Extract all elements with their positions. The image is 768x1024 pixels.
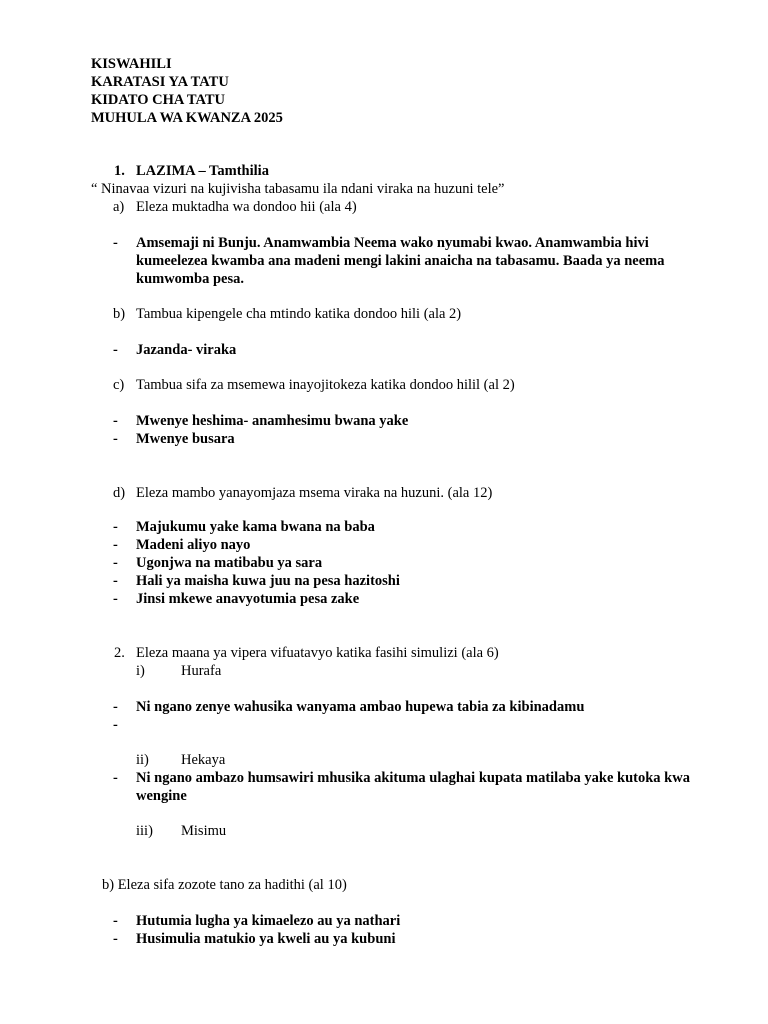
q2iii-term: Misimu (181, 823, 227, 839)
bullet: - (113, 770, 118, 786)
header-form: KIDATO CHA TATU (91, 92, 226, 108)
q2ii-term: Hekaya (181, 752, 226, 768)
bullet: - (113, 519, 118, 535)
bullet: - (113, 717, 118, 733)
q1d-answer: Hali ya maisha kuwa juu na pesa hazitoshi (136, 573, 400, 589)
bullet: - (113, 413, 118, 429)
q1d-label: d) (113, 485, 126, 501)
q2iii-label: iii) (136, 823, 153, 839)
q1-number: 1. (114, 163, 125, 179)
bullet: - (113, 913, 118, 929)
bullet: - (113, 699, 118, 715)
q2i-answer: Ni ngano zenye wahusika wanyama ambao hupewa tabia za kibinadamu (136, 699, 585, 715)
header-subject: KISWAHILI (91, 56, 172, 72)
bullet: - (113, 342, 118, 358)
q1c-text: Tambua sifa za msemewa inayojitokeza katika dondoo hilil (al 2) (136, 377, 515, 393)
q1a-label: a) (113, 199, 125, 215)
q1c-label: c) (113, 377, 125, 393)
q2b-text: b) Eleza sifa zozote tano za hadithi (al 10) (102, 877, 347, 893)
q1a-answer-line: Amsemaji ni Bunju. Anamwambia Neema wako nyumabi kwao. Anamwambia hivi (136, 235, 649, 251)
bullet: - (113, 555, 118, 571)
q1a-answer-line: kumwomba pesa. (136, 271, 244, 287)
q2-text: Eleza maana ya vipera vifuatavyo katika fasihi simulizi (ala 6) (136, 645, 499, 661)
bullet: - (113, 591, 118, 607)
q2ii-answer-line: Ni ngano ambazo humsawiri mhusika akituma ulaghai kupata matilaba yake kutoka kwa (136, 770, 690, 786)
q2-number: 2. (114, 645, 125, 661)
q1d-answer: Madeni aliyo nayo (136, 537, 251, 553)
bullet: - (113, 931, 118, 947)
q1d-answer: Majukumu yake kama bwana na baba (136, 519, 375, 535)
q2ii-label: ii) (136, 752, 149, 768)
bullet: - (113, 537, 118, 553)
q1c-answer: Mwenye busara (136, 431, 235, 447)
q1d-answer: Jinsi mkewe anavyotumia pesa zake (136, 591, 360, 607)
q2i-label: i) (136, 663, 145, 679)
header-term: MUHULA WA KWANZA 2025 (91, 110, 283, 126)
q1b-answer: Jazanda- viraka (136, 342, 237, 358)
q1-title: LAZIMA – Tamthilia (136, 163, 269, 179)
bullet: - (113, 235, 118, 251)
bullet: - (113, 431, 118, 447)
q1a-answer-line: kumeelezea kwamba ana madeni mengi lakini anaicha na tabasamu. Baada ya neema (136, 253, 665, 269)
q1d-answer: Ugonjwa na matibabu ya sara (136, 555, 323, 571)
q2ii-answer-line: wengine (136, 788, 187, 804)
q2b-answer: Husimulia matukio ya kweli au ya kubuni (136, 931, 396, 947)
q1d-text: Eleza mambo yanayomjaza msema viraka na huzuni. (ala 12) (136, 485, 493, 501)
q1b-text: Tambua kipengele cha mtindo katika dondoo hili (ala 2) (136, 306, 462, 322)
q2b-answer: Hutumia lugha ya kimaelezo au ya nathari (136, 913, 401, 929)
q1-quote: “ Ninavaa vizuri na kujivisha tabasamu ila ndani viraka na huzuni tele” (91, 181, 505, 197)
q1c-answer: Mwenye heshima- anamhesimu bwana yake (136, 413, 409, 429)
bullet: - (113, 573, 118, 589)
q2i-term: Hurafa (181, 663, 222, 679)
header-paper: KARATASI YA TATU (91, 74, 229, 90)
q1a-text: Eleza muktadha wa dondoo hii (ala 4) (136, 199, 357, 215)
q1b-label: b) (113, 306, 126, 322)
